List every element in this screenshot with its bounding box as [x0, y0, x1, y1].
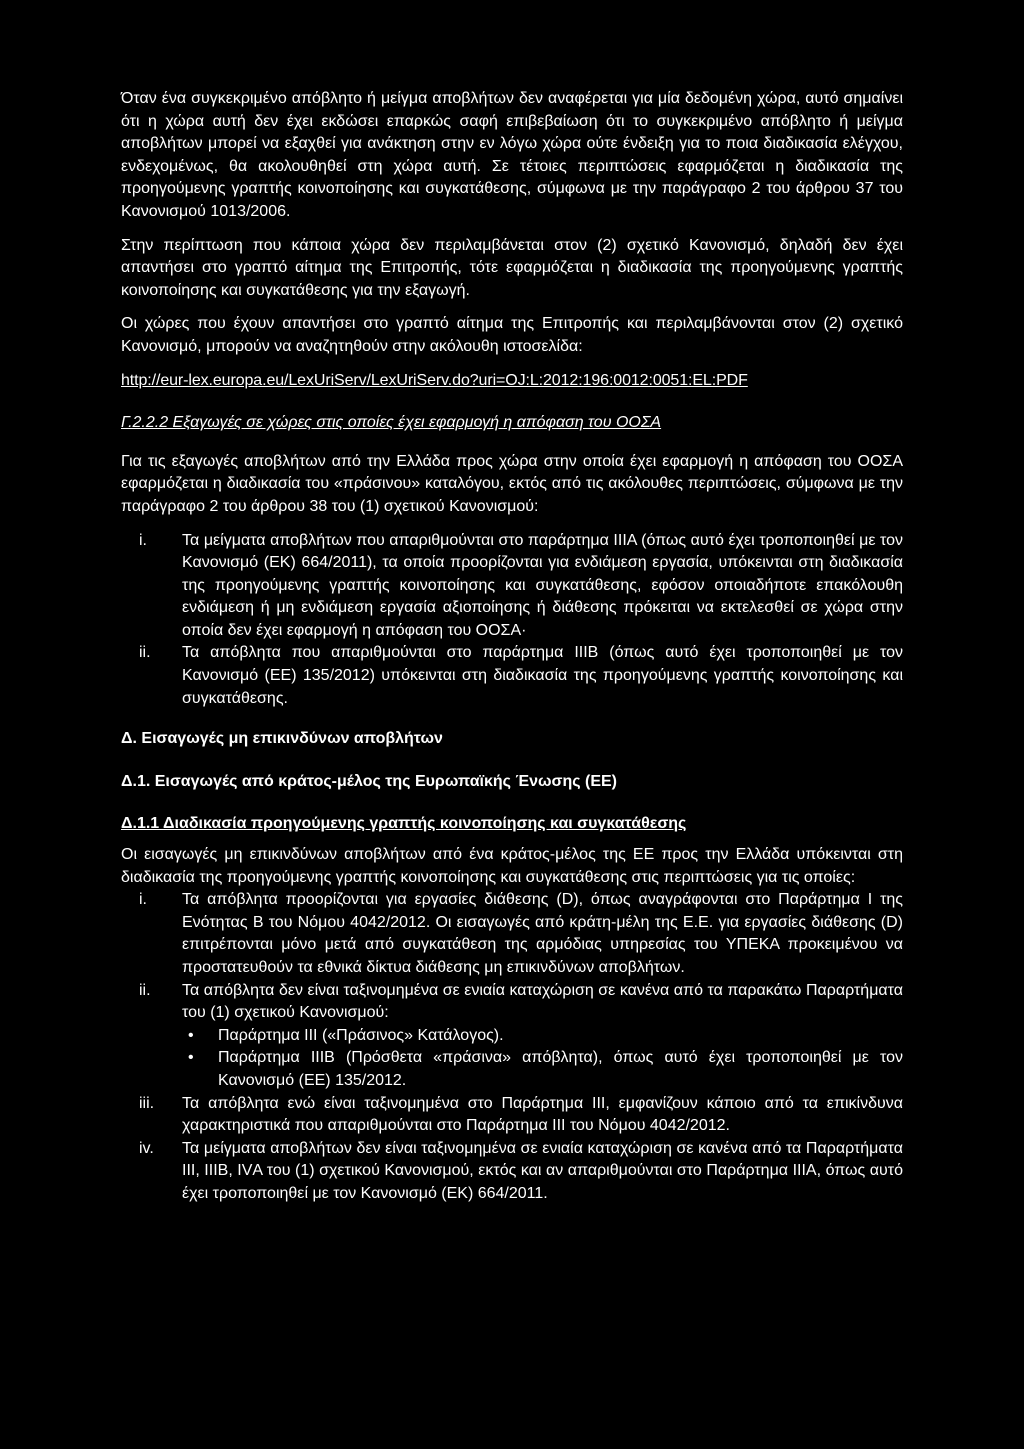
bullet-marker: •: [188, 1049, 194, 1067]
section-g222-list: [121, 530, 903, 711]
list-item-text: Τα απόβλητα ενώ είναι ταξινομημένα στο Παράρτημα ΙΙΙ, εμφανίζουν κάποιο από τα επικίνδυνα χαρακτηριστικά που απαριθμούνται στο Παράρτημα ΙΙΙ του Νόμου 4042/2012.: [182, 1094, 903, 1135]
list-marker: iv.: [139, 1139, 154, 1157]
bullet-marker: •: [188, 1026, 194, 1044]
section-d11-title: Δ.1.1 Διαδικασία προηγούμενης γραπτής κοινοποίησης και συγκατάθεσης: [121, 815, 687, 833]
list-marker: ii.: [139, 981, 151, 999]
list-marker: i.: [139, 891, 147, 909]
list-marker: iii.: [139, 1094, 155, 1112]
list-item-text: Τα απόβλητα που απαριθμούνται στο παράρτημα IIIB (όπως αυτό έχει τροποποιηθεί με τον Κανονισμό (ΕΕ) 135/2012) υπόκεινται στη διαδικασία της προηγούμενης γραπτής κοινοποίησης και συγκατάθεσης.: [182, 644, 903, 707]
paragraph-countries-replied: Οι χώρες που έχουν απαντήσει στο γραπτό αίτημα της Επιτροπής και περιλαμβάνονται στον (2) σχετικό Κανονισμό, μπορούν να αναζητηθούν στην ακόλουθη ιστοσελίδα:: [121, 315, 903, 355]
list-item: [121, 1093, 903, 1138]
list-item-text: Τα απόβλητα δεν είναι ταξινομημένα σε ενιαία καταχώριση σε κανένα από τα παρακάτω Παραρτήματα του (1) σχετικού Κανονισμού:: [182, 981, 903, 1022]
section-d1-title: Δ.1. Εισαγωγές από κράτος-μέλος της Ευρωπαϊκής Ένωσης (ΕΕ): [121, 772, 617, 790]
section-d11-list: [121, 889, 903, 1205]
section-d-title: Δ. Εισαγωγές μη επικινδύνων αποβλήτων: [121, 730, 443, 748]
list-item-text: Τα απόβλητα προορίζονται για εργασίες διάθεσης (D), όπως αναγράφονται στο Παράρτημα Ι της Ενότητας Β του Νόμου 4042/2012. Οι εισαγωγές από κράτη-μέλη της Ε.Ε. για εργασίες διάθεσης (D) επιτρέπονται μόνο μετά από συγκατάθεση της αρμόδιας υπηρεσίας του ΥΠΕΚΑ προκειμένου να προστατευθούν τα εθνικά δίκτυα διάθεσης μη επικινδύνων αποβλήτων.: [182, 891, 903, 976]
bullet-item-text: Παράρτημα ΙΙΙΒ (Πρόσθετα «πράσινα» απόβλητα), όπως αυτό έχει τροποποιηθεί με τον Κανονισμό (ΕΕ) 135/2012.: [218, 1049, 903, 1089]
list-item: [121, 1138, 903, 1206]
list-item: [121, 530, 903, 643]
bullet-item-text: Παράρτημα ΙΙΙ («Πράσινος» Κατάλογος).: [218, 1026, 504, 1044]
bullet-item: [182, 1047, 903, 1092]
list-item-text: Τα μείγματα αποβλήτων δεν είναι ταξινομημένα σε ενιαία καταχώριση σε κανένα από τα Παραρτήματα ΙΙΙ, ΙΙΙΒ, ΙVΑ του (1) σχετικού Κανονισμού, εκτός και αν απαριθμούνται στο Παράρτημα ΙΙΙΑ, όπως αυτό έχει τροποποιηθεί με τον Κανονισμό (ΕΚ) 664/2011.: [182, 1139, 903, 1202]
bullet-item: [182, 1025, 903, 1048]
paragraph-country-not-listed: Όταν ένα συγκεκριμένο απόβλητο ή μείγμα αποβλήτων δεν αναφέρεται για μία δεδομένη χώρα, αυτό σημαίνει ότι η χώρα αυτή δεν έχει εκδώσει επαρκώς σαφή επιβεβαίωση ότι το συγκεκριμένο απόβλητο ή μείγμα αποβλήτων μπορεί να εξαχθεί για ανάκτηση στην εν λόγω χώρα ούτε ένδειξη για το ποια διαδικασία ελέγχου, ενδεχομένως, θα ακολουθηθεί στη χώρα αυτή. Σε τέτοιες περιπτώσεις εφαρμόζεται η διαδικασία της προηγούμενης γραπτής κοινοποίησης και συγκατάθεσης, σύμφωνα με την παράγραφο 2 του άρθρου 37 του Κανονισμού 1013/2006.: [121, 90, 903, 220]
annex-bullet-list: [182, 1025, 903, 1093]
paragraph-country-not-in-regulation: Στην περίπτωση που κάποια χώρα δεν περιλαμβάνεται στον (2) σχετικό Κανονισμό, δηλαδή δεν έχει απαντήσει στο γραπτό αίτημα της Επιτροπής, τότε εφαρμόζεται η διαδικασία της προηγούμενης γραπτής κοινοποίησης και συγκατάθεσης για την εξαγωγή.: [121, 236, 903, 299]
list-marker: i.: [139, 531, 147, 549]
list-item: [121, 889, 903, 979]
document-page: [121, 88, 903, 1224]
list-item-text: Τα μείγματα αποβλήτων που απαριθμούνται στο παράρτημα IIIA (όπως αυτό έχει τροποποιηθεί με τον Κανονισμό (ΕΚ) 664/2011), τα οποία προορίζονται για ενδιάμεση εργασία, υπόκεινται στη διαδικασία της προηγούμενης γραπτής κοινοποίησης και συγκατάθεσης, εφόσον οποιαδήποτε επακόλουθη ενδιάμεση ή μη ενδιάμεση εργασία αξιοποίησης ή διάθεσης πρόκειται να εκτελεσθεί σε χώρα στην οποία δεν έχει εφαρμογή η απόφαση του ΟΟΣΑ·: [182, 531, 903, 639]
list-item: [121, 642, 903, 710]
list-item: [121, 980, 903, 1093]
section-d11-intro: Οι εισαγωγές μη επικινδύνων αποβλήτων από ένα κράτος-μέλος της ΕΕ προς την Ελλάδα υπόκεινται στη διαδικασία της προηγούμενης γραπτής κοινοποίησης και συγκατάθεσης στις περιπτώσεις για τις οποίες:: [121, 846, 903, 886]
section-g222-intro: Για τις εξαγωγές αποβλήτων από την Ελλάδα προς χώρα στην οποία έχει εφαρμογή η απόφαση του ΟΟΣΑ εφαρμόζεται η διαδικασία του «πράσινου» καταλόγου, εκτός από τις ακόλουθες περιπτώσεις, σύμφωνα με την παράγραφο 2 του άρθρου 38 του (1) σχετικού Κανονισμού:: [121, 452, 903, 515]
section-g222-title: Γ.2.2.2 Εξαγωγές σε χώρες στις οποίες έχει εφαρμογή η απόφαση του ΟΟΣΑ: [121, 414, 662, 432]
list-marker: ii.: [139, 644, 151, 662]
eur-lex-link[interactable]: http://eur-lex.europa.eu/LexUriServ/LexUriServ.do?uri=OJ:L:2012:196:0012:0051:EL:PDF: [121, 371, 748, 389]
